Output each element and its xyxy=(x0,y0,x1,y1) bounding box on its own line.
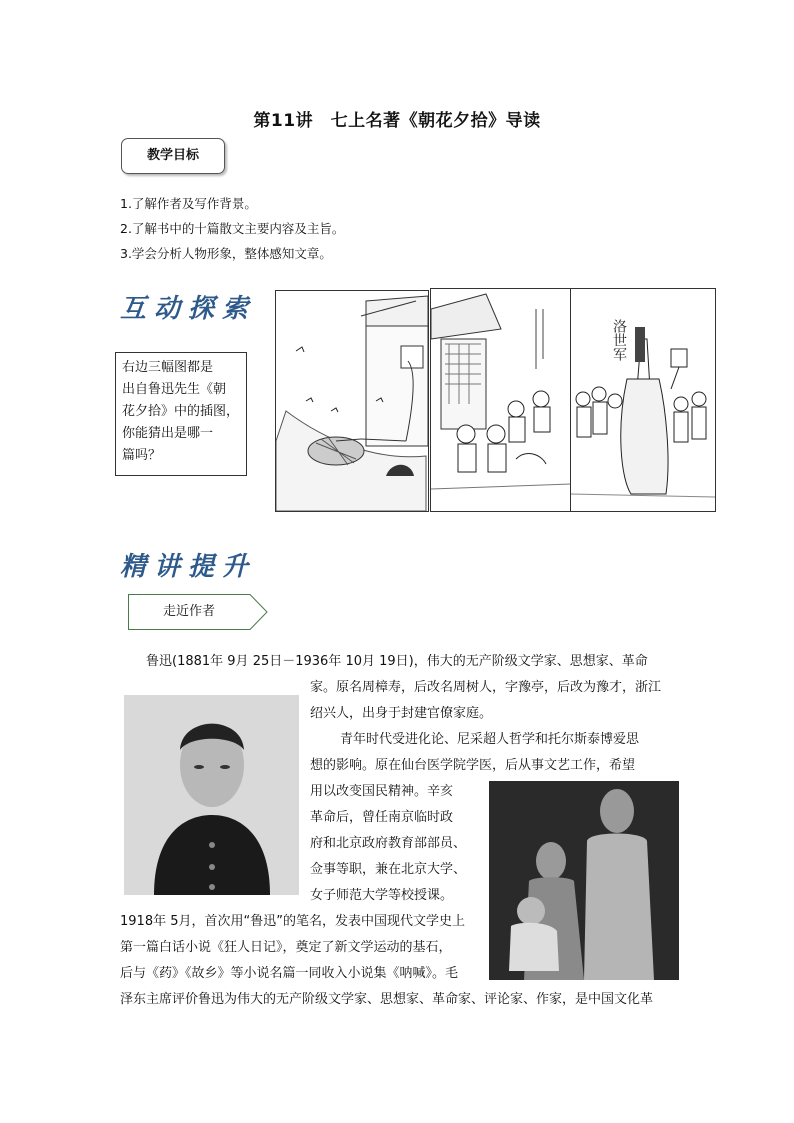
bio-line: 府和北京政府教育部部员、 xyxy=(310,836,467,851)
bio-line: 后与《药》《故乡》等小说名篇一同收入小说集《呐喊》。毛 xyxy=(120,966,459,981)
question-line: 你能猜出是哪一 xyxy=(122,426,214,441)
author-section-label: 走近作者 xyxy=(162,604,215,619)
section-heading-explain: 精讲提升 xyxy=(120,552,257,582)
question-line: 花夕拾》中的插图， xyxy=(122,404,240,419)
illustration-kids-school xyxy=(430,288,572,512)
question-line: 右边三幅图都是 xyxy=(122,360,214,375)
bio-line: 佥事等职，兼在北京大学、 xyxy=(310,862,467,877)
bio-line: 想的影响。原在仙台医学院学医，后从事文艺工作，希望 xyxy=(310,758,636,773)
question-line: 出自鲁迅先生《朝 xyxy=(122,382,227,397)
portrait-photo-young xyxy=(124,695,299,895)
bio-line: 泽东主席评价鲁迅为伟大的无产阶级文学家、思想家、革命家、评论家、作家，是中国文化革 xyxy=(120,992,654,1007)
teaching-goal-label: 教学目标 xyxy=(121,138,225,174)
bio-line: 绍兴人，出身于封建官僚家庭。 xyxy=(310,706,493,721)
section-heading-interactive: 互动探索 xyxy=(120,294,257,324)
question-box xyxy=(115,352,247,476)
cartoon-caption: 洛世军 xyxy=(611,319,627,361)
bio-line: 鲁迅(1881年 9月 25日－1936年 10月 19日)，伟大的无产阶级文学家、思想家、革命 xyxy=(146,654,648,669)
illustration-procession xyxy=(570,288,716,512)
bio-line: 女子师范大学等校授课。 xyxy=(310,888,454,903)
bio-line: 革命后，曾任南京临时政 xyxy=(310,810,454,825)
bio-line: 青年时代受进化论、尼采超人哲学和托尔斯泰博爱思 xyxy=(340,732,640,747)
bio-line: 1918年 5月，首次用“鲁迅”的笔名，发表中国现代文学史上 xyxy=(120,914,465,929)
illustration-bird-trap xyxy=(275,290,429,512)
bio-line: 家。原名周樟寿，后改名周树人，字豫亭，后改为豫才，浙江 xyxy=(310,680,662,695)
bio-line: 第一篇白话小说《狂人日记》，奠定了新文学运动的基石， xyxy=(120,940,452,955)
objective-3: 3.学会分析人物形象，整体感知文章。 xyxy=(120,246,332,261)
family-photo xyxy=(489,781,679,980)
bio-line: 用以改变国民精神。辛亥 xyxy=(310,784,454,799)
question-line: 篇吗？ xyxy=(122,448,162,463)
objective-2: 2.了解书中的十篇散文主要内容及主旨。 xyxy=(120,221,345,236)
objective-1: 1.了解作者及写作背景。 xyxy=(120,196,257,211)
page-title: 第11讲 七上名著《朝花夕拾》导读 xyxy=(253,111,541,131)
